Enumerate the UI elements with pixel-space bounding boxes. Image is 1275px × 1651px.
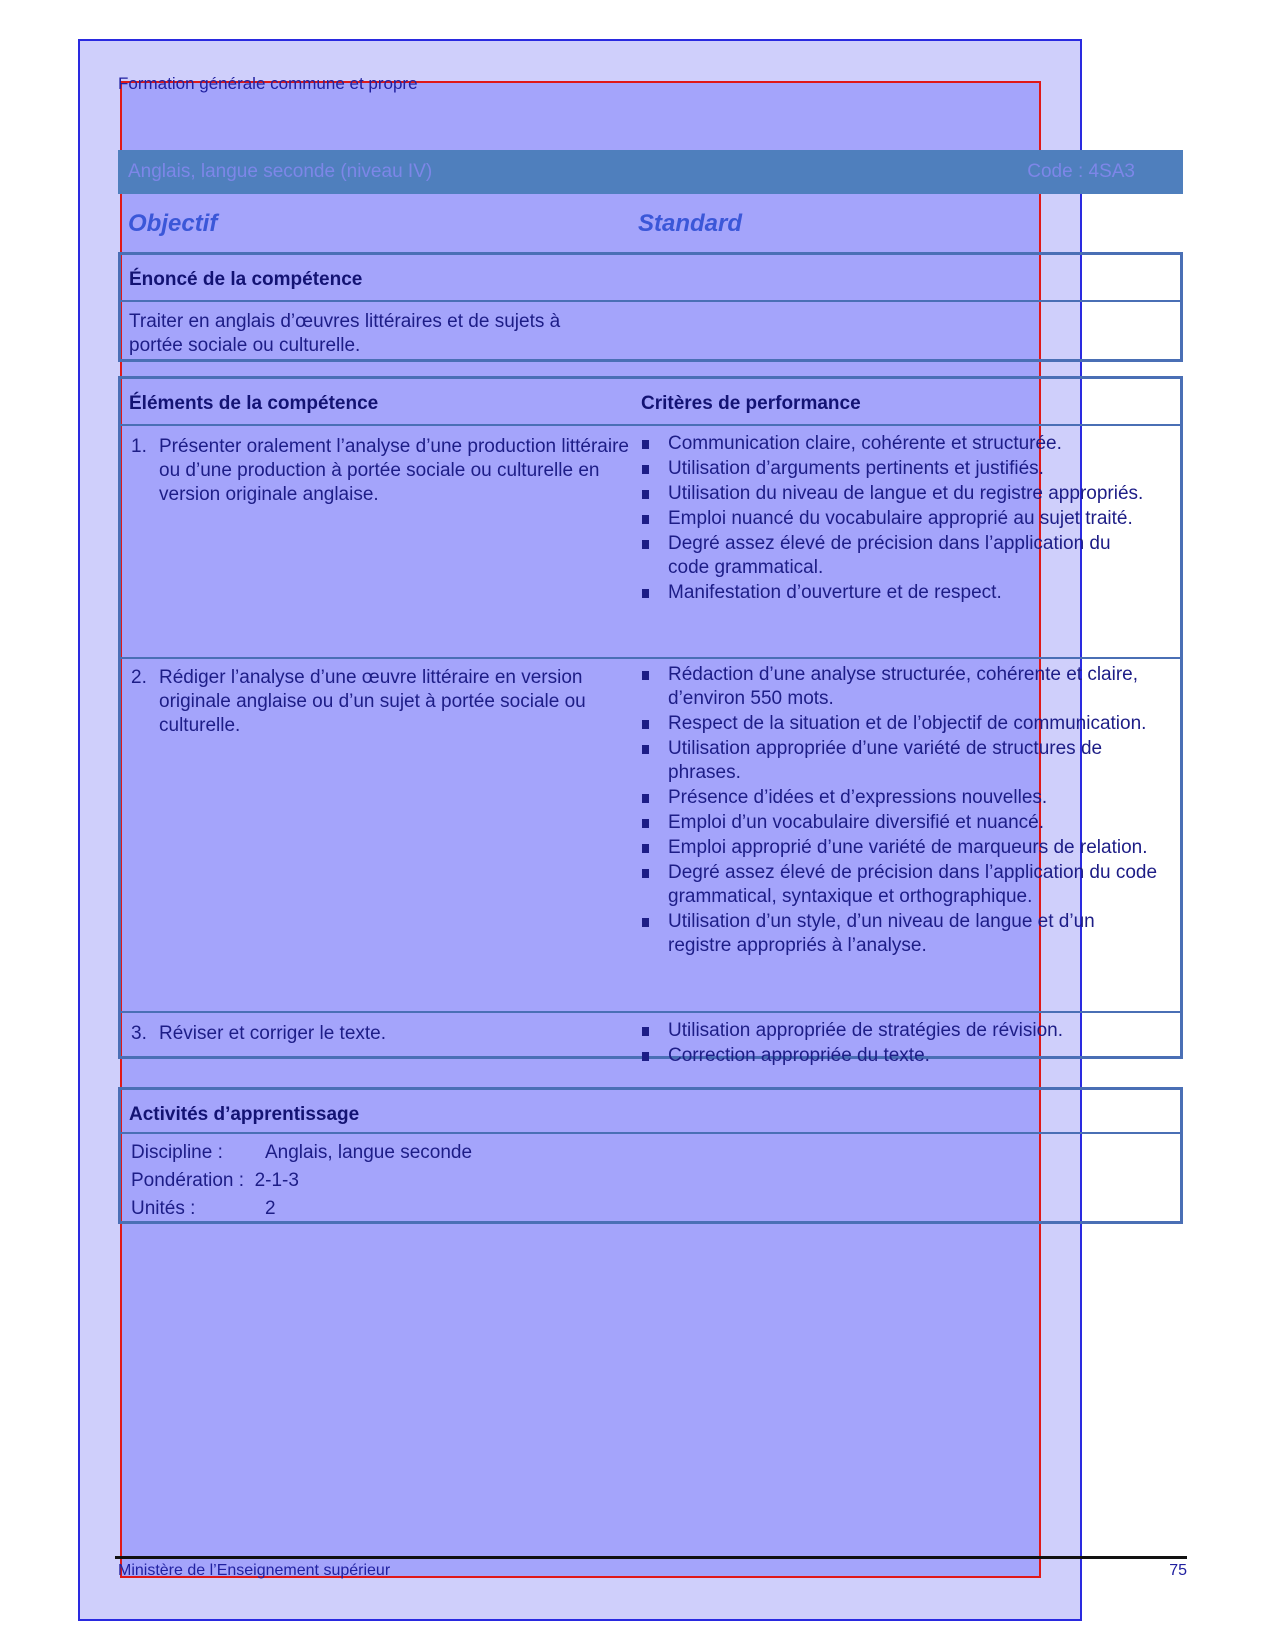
criterion-item: Utilisation du niveau de langue et du registre appropriés.	[641, 482, 1156, 506]
criteria-list-2	[641, 663, 1161, 959]
criterion-item: Communication claire, cohérente et structurée.	[641, 432, 1156, 456]
criteria-list-1	[641, 432, 1156, 606]
standard-heading: Standard	[638, 210, 743, 237]
units-label: Unités :	[131, 1198, 196, 1219]
competency-box	[118, 252, 1183, 362]
elements-heading: Éléments de la compétence	[129, 393, 379, 414]
course-title: Anglais, langue seconde (niveau IV)	[128, 161, 433, 182]
weighting-label: Pondération :	[131, 1170, 245, 1191]
criterion-item: Emploi approprié d’une variété de marqueurs de relation.	[641, 836, 1161, 860]
criterion-item: Degré assez élevé de précision dans l’application du code grammatical.	[641, 532, 1156, 580]
elements-criteria-table	[118, 376, 1183, 1066]
weighting-value: 2-1-3	[254, 1170, 299, 1191]
criterion-item: Utilisation d’un style, d’un niveau de langue et d’un registre appropriés à l’analyse.	[641, 910, 1161, 958]
criterion-item: Emploi nuancé du vocabulaire approprié au sujet traité.	[641, 507, 1156, 531]
competency-statement-line-1: Traiter en anglais d’œuvres littéraires et de sujets à	[129, 311, 561, 332]
divider	[121, 657, 1180, 659]
divider	[121, 1011, 1180, 1013]
competency-heading: Énoncé de la compétence	[129, 269, 363, 290]
footer-ministry: Ministère de l’Enseignement supérieur	[118, 1562, 391, 1579]
criterion-item: Utilisation appropriée de stratégies de révision.	[641, 1019, 1161, 1043]
criteria-heading: Critères de performance	[641, 393, 861, 414]
running-header: Formation générale commune et propre	[118, 74, 418, 93]
footer-rule	[115, 1556, 1187, 1559]
competency-statement-line-2: portée sociale ou culturelle.	[129, 335, 361, 356]
objective-heading: Objectif	[128, 210, 218, 237]
criterion-item: Respect de la situation et de l’objectif de communication.	[641, 712, 1161, 736]
discipline-value: Anglais, langue seconde	[265, 1142, 473, 1163]
course-code: Code : 4SA3	[1027, 161, 1135, 182]
divider	[121, 300, 1180, 302]
criterion-item: Emploi d’un vocabulaire diversifié et nuancé.	[641, 811, 1161, 835]
element-text: Réviser et corriger le texte.	[159, 1023, 387, 1044]
criterion-item: Correction appropriée du texte.	[641, 1044, 1161, 1068]
units-row	[131, 1198, 276, 1220]
criterion-item: Degré assez élevé de précision dans l’application du code grammatical, syntaxique et orthographique.	[641, 861, 1161, 909]
discipline-row	[131, 1142, 472, 1164]
element-row-1	[131, 435, 641, 507]
element-text: Présenter oralement l’analyse d’une production littéraire ou d’une production à portée sociale ou culturelle en version originale anglaise.	[159, 436, 629, 505]
element-row-3	[131, 1022, 641, 1046]
criterion-item: Manifestation d’ouverture et de respect.	[641, 581, 1156, 605]
criterion-item: Utilisation d’arguments pertinents et justifiés.	[641, 457, 1156, 481]
activities-heading: Activités d’apprentissage	[129, 1104, 360, 1125]
discipline-label: Discipline :	[131, 1142, 223, 1163]
divider	[121, 1132, 1180, 1134]
divider	[121, 424, 1180, 426]
element-text: Rédiger l’analyse d’une œuvre littéraire en version originale anglaise ou d’un sujet à portée sociale ou culturelle.	[159, 667, 586, 736]
element-number: 2.	[131, 667, 147, 688]
units-value: 2	[265, 1198, 276, 1219]
criterion-item: Présence d’idées et d’expressions nouvelles.	[641, 786, 1161, 810]
element-row-2	[131, 666, 641, 738]
page-number: 75	[1169, 1562, 1187, 1579]
element-number: 1.	[131, 436, 147, 457]
criteria-list-3	[641, 1019, 1161, 1069]
weighting-row	[131, 1170, 299, 1192]
course-title-bar	[118, 150, 1183, 194]
criterion-item: Rédaction d’une analyse structurée, cohérente et claire, d’environ 550 mots.	[641, 663, 1161, 711]
criterion-item: Utilisation appropriée d’une variété de structures de phrases.	[641, 737, 1161, 785]
learning-activities-box	[118, 1087, 1183, 1224]
element-number: 3.	[131, 1023, 147, 1044]
